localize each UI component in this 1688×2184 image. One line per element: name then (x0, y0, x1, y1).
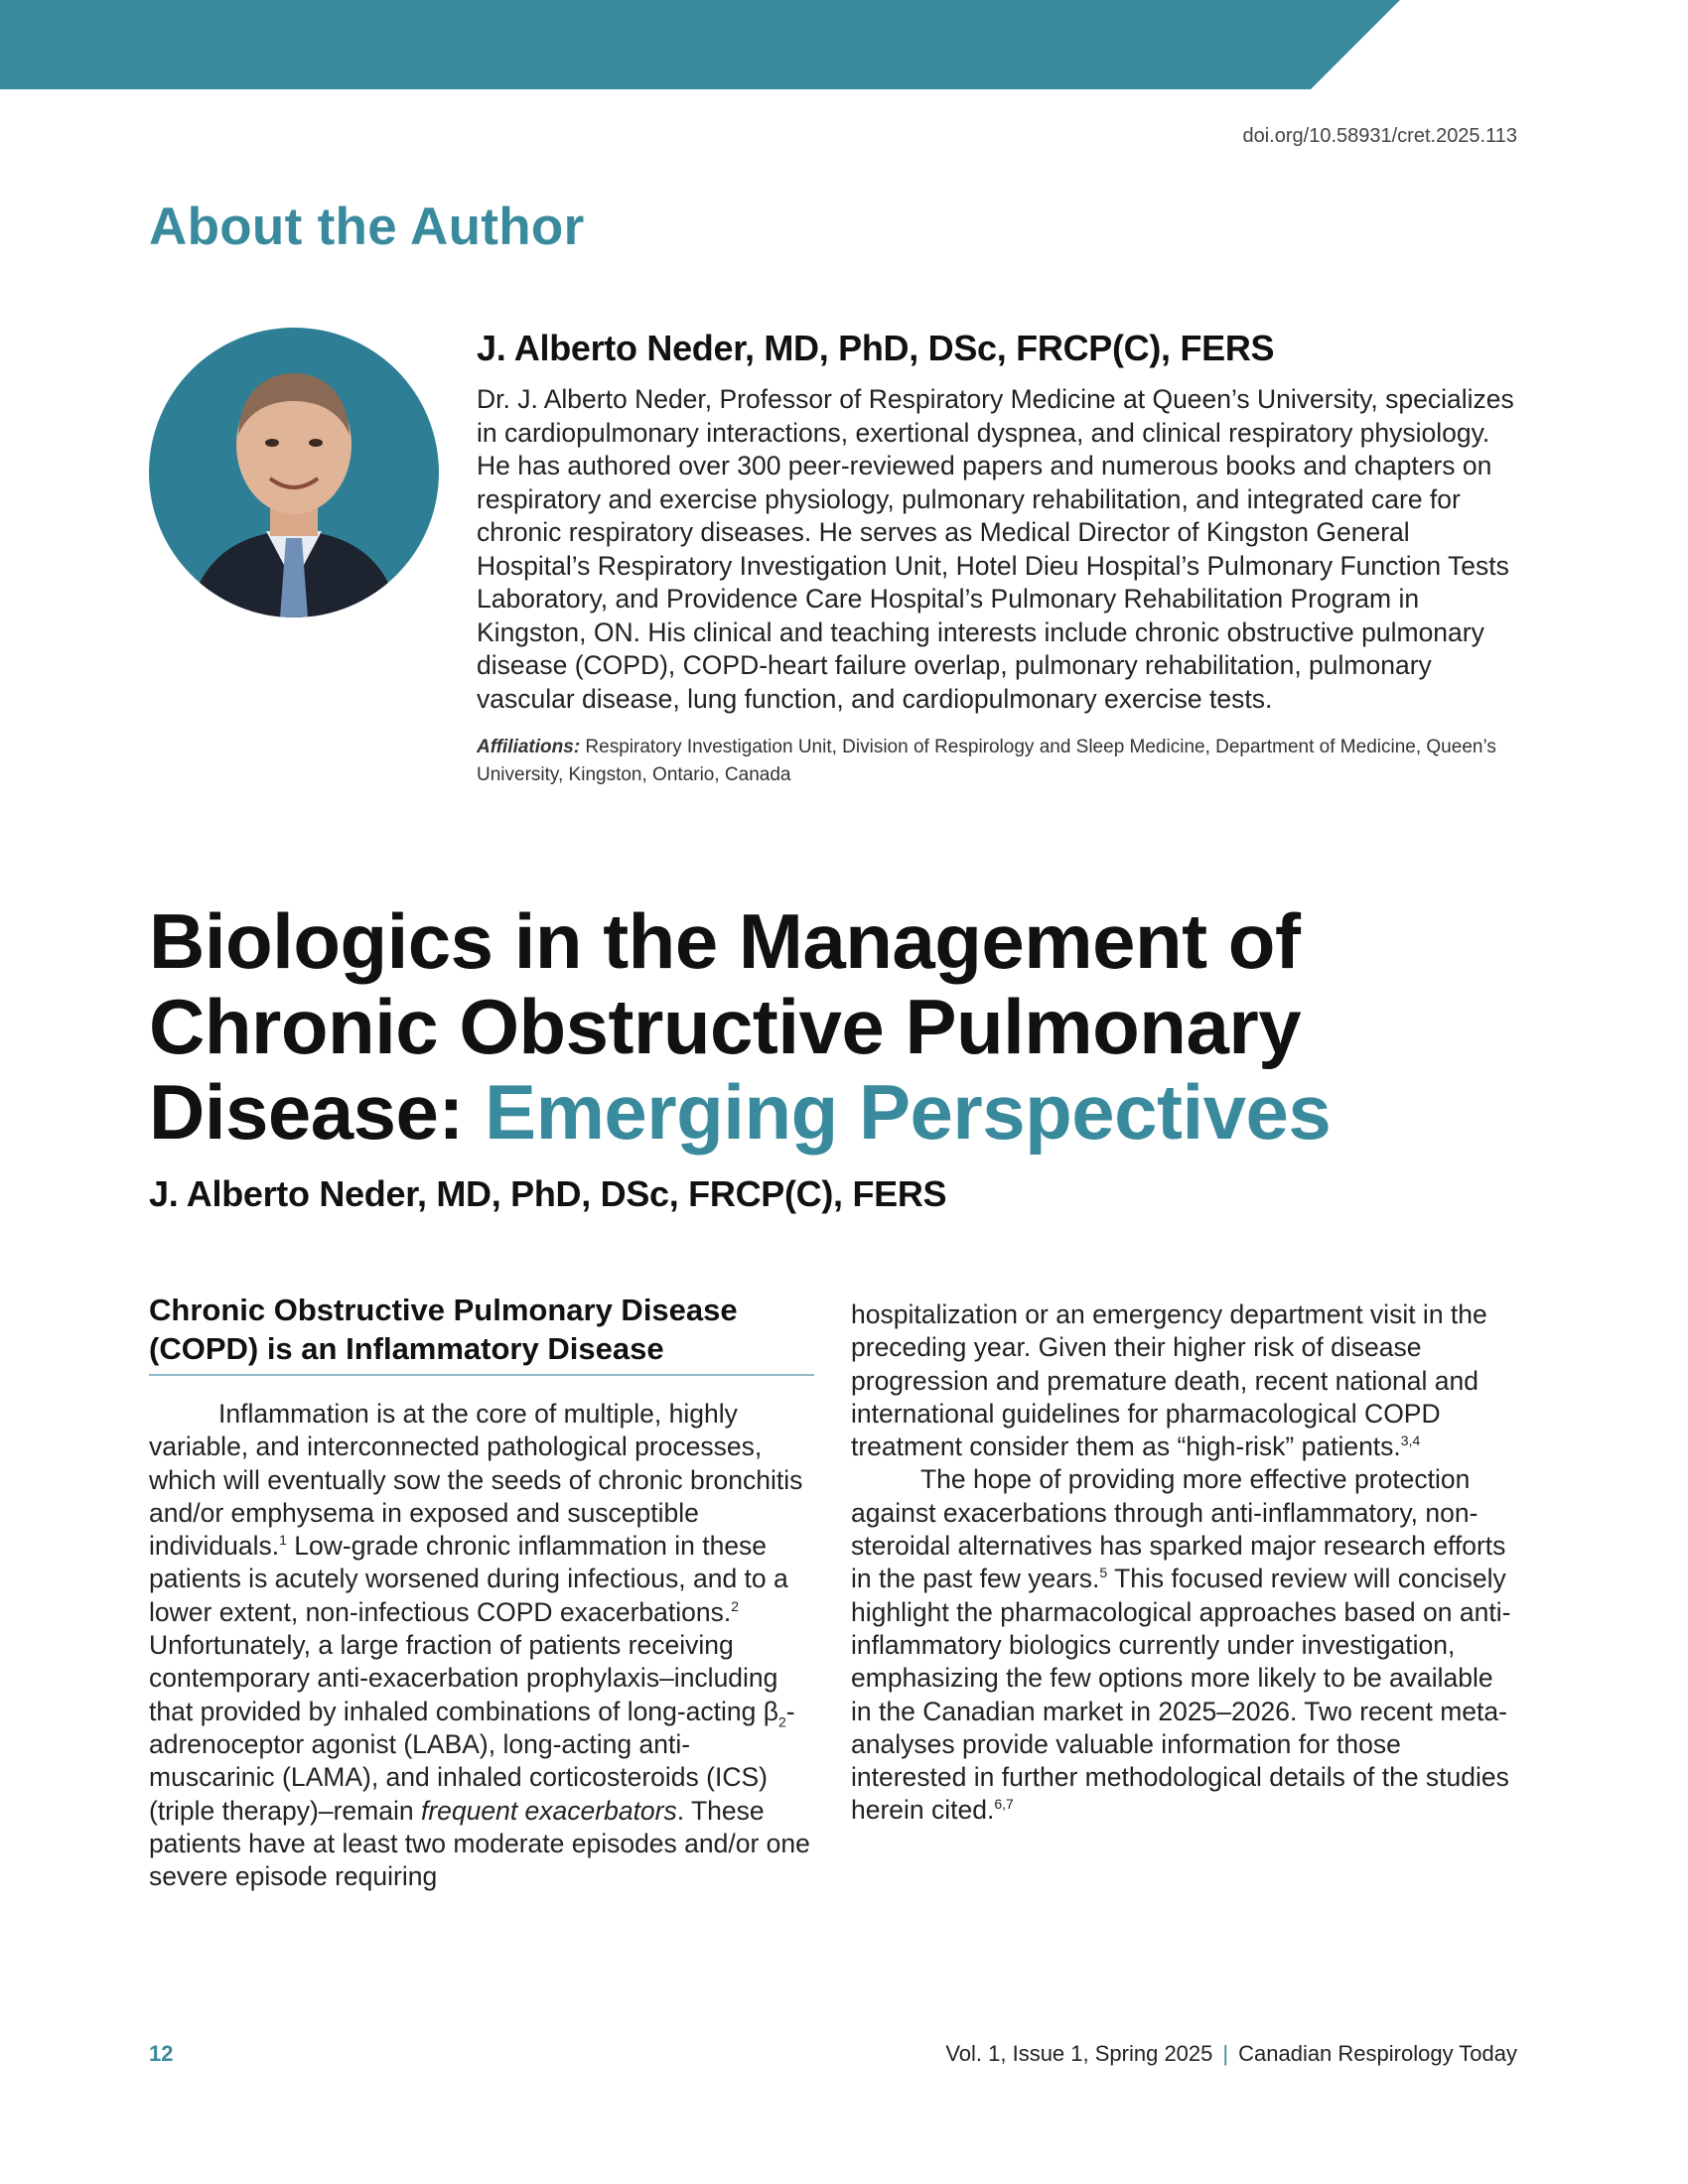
text-run: hospitalization or an emergency department visit in the preceding year. Given their higher risk of disease progression and premature death, recent national and international guidelines for pharmacological COPD treatment consider them as “high-risk” patients. (851, 1299, 1487, 1462)
citation-ref[interactable]: 2 (731, 1597, 740, 1614)
section-heading: Chronic Obstructive Pulmonary Disease (COPD) is an Inflammatory Disease (149, 1291, 814, 1376)
affiliations-label: Affiliations: (477, 737, 581, 757)
footer-separator: | (1222, 2041, 1229, 2066)
author-info (477, 328, 1529, 789)
emphasis: frequent exacerbators (420, 1795, 677, 1826)
about-author-heading: About the Author (149, 198, 585, 256)
subscript: 2 (777, 1712, 786, 1729)
article-title-main: Biologics in the Management of Chronic Obstructive Pulmonary Disease: (149, 897, 1302, 1156)
text-run: Low-grade chronic inflammation in these patients is acutely worsened during infectious, and to a lower extent, non-infectious COPD exacerbations. (149, 1531, 788, 1627)
text-run: This focused review will concisely highlight the pharmacological approaches based on anti-inflammatory biologics currently under investigation, emphasizing the few options more likely to be available in the Canadian market in 2025–2026. Two recent meta-analyses provide valuable information for those interested in further methodological details of the studies herein cited. (851, 1564, 1511, 1826)
author-photo (149, 328, 439, 617)
issue-info: Vol. 1, Issue 1, Spring 2025 (945, 2041, 1213, 2066)
journal-name: Canadian Respirology Today (1238, 2041, 1517, 2066)
article-title-accent: Emerging Perspectives (485, 1068, 1332, 1156)
text-run: Inflammation is at the core of multiple, highly variable, and interconnected pathological processes, which will eventually sow the seeds of chronic bronchitis and/or emphysema in exposed and susceptible individuals. (149, 1399, 803, 1562)
citation-ref[interactable]: 6,7 (994, 1796, 1014, 1813)
column-left (149, 1291, 814, 1893)
text-run: The hope of providing more effective protection against exacerbations through anti-inflammatory, non-steroidal alternatives has sparked major research efforts in the past few years. (851, 1464, 1506, 1594)
citation-ref[interactable]: 5 (1099, 1565, 1108, 1581)
footer-journal-info (945, 2041, 1517, 2067)
citation-ref[interactable]: 3,4 (1400, 1433, 1421, 1449)
text-run: Unfortunately, a large fraction of patients receiving contemporary anti-exacerbation prophylaxis–including that provided by inhaled combinations of long-acting β (149, 1630, 778, 1726)
citation-ref[interactable]: 1 (279, 1532, 287, 1549)
column-right (851, 1291, 1516, 1828)
article-title (149, 898, 1559, 1155)
affiliations-text: Respiratory Investigation Unit, Division of Respirology and Sleep Medicine, Department of Medicine, Queen’s University, Kingston, Ontario, Canada (477, 737, 1496, 785)
paragraph-hope (851, 1463, 1516, 1827)
header-band (0, 0, 1688, 89)
article-byline: J. Alberto Neder, MD, PhD, DSc, FRCP(C), FERS (149, 1173, 947, 1214)
page-number: 12 (149, 2041, 174, 2066)
author-name: J. Alberto Neder, MD, PhD, DSc, FRCP(C), FERS (477, 328, 1275, 368)
text-run: -adrenoceptor agonist (LABA), long-acting anti-muscarinic (LAMA), and inhaled corticosteroids (ICS) (triple therapy)–remain (149, 1696, 795, 1826)
author-affiliations (477, 734, 1529, 789)
text-run: . These patients have at least two moderate episodes and/or one severe episode requiring (149, 1795, 810, 1892)
paragraph-intro (149, 1398, 814, 1893)
author-bio: Dr. J. Alberto Neder, Professor of Respiratory Medicine at Queen’s University, specializes in cardiopulmonary interactions, exertional dyspnea, and clinical respiratory physiology. He has authored over 300 peer-reviewed papers and numerous books and chapters on respiratory and exercise physiology, pulmonary rehabilitation, and integrated care for chronic respiratory diseases. He serves as Medical Director of Kingston General Hospital’s Respiratory Investigation Unit, Hotel Dieu Hospital’s Pulmonary Function Tests Laboratory, and Providence Care Hospital’s Pulmonary Rehabilitation Program in Kingston, ON. His clinical and teaching interests include chronic obstructive pulmonary disease (COPD), COPD-heart failure overlap, pulmonary rehabilitation, pulmonary vascular disease, lung function, and cardiopulmonary exercise tests. (477, 384, 1514, 714)
doi-link[interactable]: doi.org/10.58931/cret.2025.113 (1242, 125, 1517, 147)
paragraph-continued (851, 1298, 1516, 1463)
